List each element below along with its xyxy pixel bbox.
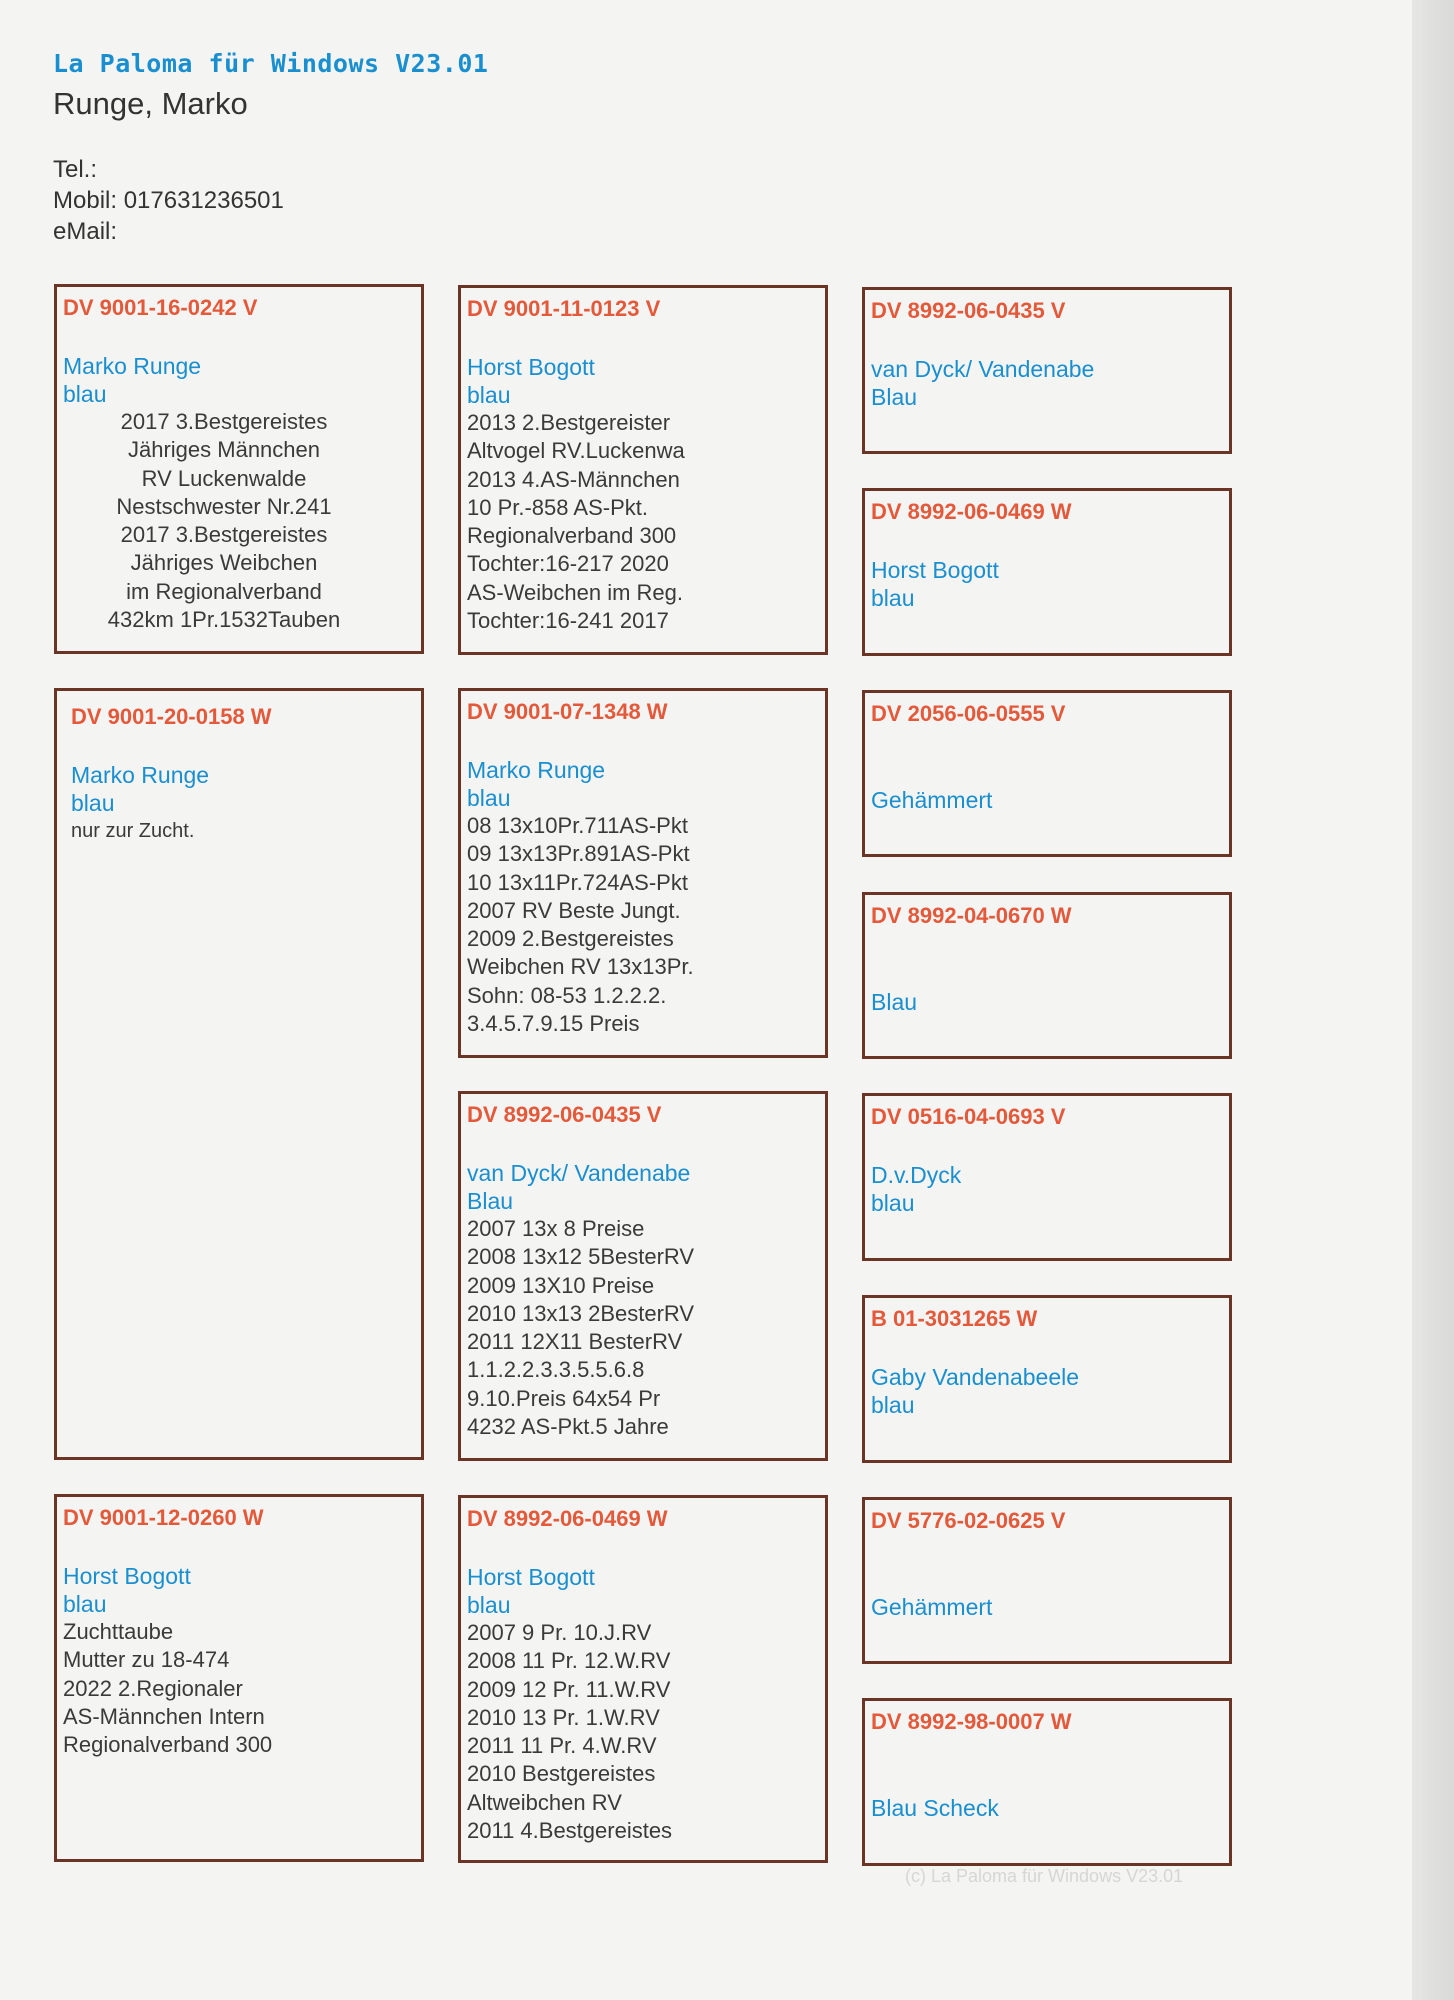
note: 10 Pr.-858 AS-Pkt. [467, 494, 648, 520]
note: 2013 2.Bestgereister [467, 410, 671, 435]
note: 10 13x11Pr.724AS-Pkt [467, 869, 688, 895]
color: blau [871, 585, 915, 611]
pigeon-card-gen2-1 [458, 285, 828, 655]
ring-number: DV 9001-20-0158 W [71, 704, 272, 729]
ring-number: DV 0516-04-0693 V [871, 1104, 1066, 1129]
note: Mutter zu 18-474 [63, 1647, 230, 1673]
tel-label: Tel.: [53, 156, 98, 183]
note: AS-Weibchen im Reg. [467, 579, 684, 605]
ring-number: DV 8992-06-0469 W [467, 1506, 668, 1531]
note: im Regionalverband [126, 578, 322, 604]
note: RV Luckenwalde [141, 465, 307, 491]
contact-block [53, 154, 284, 247]
color: blau [63, 381, 107, 407]
breeder [871, 1766, 1223, 1794]
note: 2017 3.Bestgereistes [120, 522, 328, 548]
note: 2010 13 Pr. 1.W.RV [467, 1704, 660, 1730]
color: Blau [871, 384, 918, 410]
pigeon-card-gen2-2 [458, 688, 828, 1058]
color: Blau [467, 1188, 514, 1214]
note: 2008 13x12 5BesterRV [467, 1244, 695, 1270]
note: 2010 Bestgereistes [467, 1761, 656, 1787]
breeder: Marko Runge [63, 353, 202, 379]
note: Altweibchen RV [467, 1789, 622, 1815]
note: 2008 11 Pr. 12.W.RV [467, 1648, 671, 1674]
ring-number: DV 9001-16-0242 V [63, 295, 258, 320]
breeder: Horst Bogott [467, 354, 595, 380]
app-title: La Paloma für Windows V23.01 [53, 49, 489, 78]
note: Tochter:16-241 2017 [467, 608, 669, 634]
ring-number: DV 8992-04-0670 W [871, 903, 1072, 928]
pigeon-card-gen2-4 [458, 1495, 828, 1863]
breeder: Marko Runge [467, 757, 606, 783]
color: Blau Scheck [871, 1795, 999, 1821]
pigeon-card-gen3-8 [862, 1698, 1232, 1866]
breeder: Horst Bogott [63, 1563, 191, 1589]
color: blau [467, 382, 511, 408]
note: Tochter:16-217 2020 [467, 551, 669, 577]
ring-number: DV 8992-06-0435 V [871, 298, 1066, 323]
color: Gehämmert [871, 787, 993, 813]
note: 2022 2.Regionaler [63, 1675, 243, 1701]
note: Sohn: 08-53 1.2.2.2. [467, 982, 667, 1008]
note: 2010 13x13 2BesterRV [467, 1300, 695, 1326]
note: Zuchttaube [63, 1619, 174, 1644]
note: 3.4.5.7.9.15 Preis [467, 1011, 640, 1037]
note: Jähriges Männchen [127, 437, 320, 463]
breeder: Horst Bogott [871, 557, 999, 583]
note: nur zur Zucht. [71, 820, 195, 842]
breeder: Marko Runge [71, 762, 210, 788]
breeder [871, 1565, 1223, 1593]
note: Weibchen RV 13x13Pr. [467, 954, 694, 980]
note: 2007 13x 8 Preise [467, 1216, 645, 1241]
email-label: eMail: [53, 218, 118, 245]
note: 4232 AS-Pkt.5 Jahre [467, 1414, 669, 1440]
color: blau [871, 1190, 915, 1216]
note: 2017 3.Bestgereistes [120, 409, 328, 434]
note: 09 13x13Pr.891AS-Pkt [467, 841, 690, 867]
ring-number: DV 8992-98-0007 W [871, 1709, 1072, 1734]
color: blau [467, 785, 511, 811]
note: 2013 4.AS-Männchen [467, 466, 680, 492]
note: Regionalverband 300 [63, 1732, 273, 1758]
note: 2009 13X10 Preise [467, 1272, 655, 1298]
ring-number: DV 8992-06-0435 V [467, 1102, 662, 1127]
note: Regionalverband 300 [467, 523, 677, 549]
pigeon-card-gen2-3 [458, 1091, 828, 1461]
color: Blau [871, 989, 918, 1015]
note: 1.1.2.2.3.3.5.5.6.8 [467, 1357, 645, 1383]
pigeon-card-gen3-3 [862, 690, 1232, 857]
note: Jähriges Weibchen [130, 550, 318, 576]
pigeon-card-gen3-5 [862, 1093, 1232, 1261]
ring-number: DV 2056-06-0555 V [871, 701, 1066, 726]
color: blau [71, 790, 115, 816]
page-edge [1412, 0, 1454, 2000]
pigeon-card-gen3-1 [862, 287, 1232, 454]
breeder: van Dyck/ Vandenabe [467, 1160, 691, 1186]
breeder: Horst Bogott [467, 1564, 595, 1590]
ring-number: DV 8992-06-0469 W [871, 499, 1072, 524]
breeder: van Dyck/ Vandenabe [871, 356, 1095, 382]
color: blau [467, 1592, 511, 1618]
pigeon-card-subject [54, 284, 424, 654]
pigeon-card-gen3-6 [862, 1295, 1232, 1463]
note: 08 13x10Pr.711AS-Pkt [467, 813, 688, 838]
ring-number: DV 9001-12-0260 W [63, 1505, 264, 1530]
breeder: D.v.Dyck [871, 1162, 962, 1188]
ring-number: DV 5776-02-0625 V [871, 1508, 1066, 1533]
note: 2011 4.Bestgereistes [467, 1818, 673, 1844]
note: 2007 9 Pr. 10.J.RV [467, 1620, 652, 1645]
note: 9.10.Preis 64x54 Pr [467, 1385, 661, 1411]
ring-number: DV 9001-07-1348 W [467, 699, 668, 724]
pigeon-card-gen3-4 [862, 892, 1232, 1059]
note: 2009 2.Bestgereistes [467, 926, 674, 952]
mobil-number: Mobil: 017631236501 [53, 187, 284, 214]
breeder [871, 758, 1223, 786]
note: 2007 RV Beste Jungt. [467, 897, 681, 923]
note: Nestschwester Nr.241 [116, 493, 332, 519]
note: AS-Männchen Intern [63, 1703, 265, 1729]
note: 2011 11 Pr. 4.W.RV [467, 1733, 657, 1759]
pigeon-card-gen3-2 [862, 488, 1232, 656]
breeder [871, 960, 1223, 988]
pigeon-card-gen3-7 [862, 1497, 1232, 1664]
color: Gehämmert [871, 1594, 993, 1620]
ring-number: DV 9001-11-0123 V [467, 296, 661, 321]
footer-watermark: (c) La Paloma für Windows V23.01 [905, 1866, 1184, 1886]
note: 432km 1Pr.1532Tauben [107, 607, 341, 633]
breeder: Gaby Vandenabeele [871, 1364, 1080, 1390]
ring-number: B 01-3031265 W [871, 1306, 1038, 1331]
note: 2009 12 Pr. 11.W.RV [467, 1676, 671, 1702]
note: 2011 12X11 BesterRV [467, 1329, 683, 1355]
pigeon-card-sire [54, 688, 424, 1460]
owner-name: Runge, Marko [53, 86, 248, 121]
color: blau [871, 1392, 915, 1418]
note: Altvogel RV.Luckenwa [467, 438, 685, 464]
color: blau [63, 1591, 107, 1617]
pigeon-card-dam [54, 1494, 424, 1862]
